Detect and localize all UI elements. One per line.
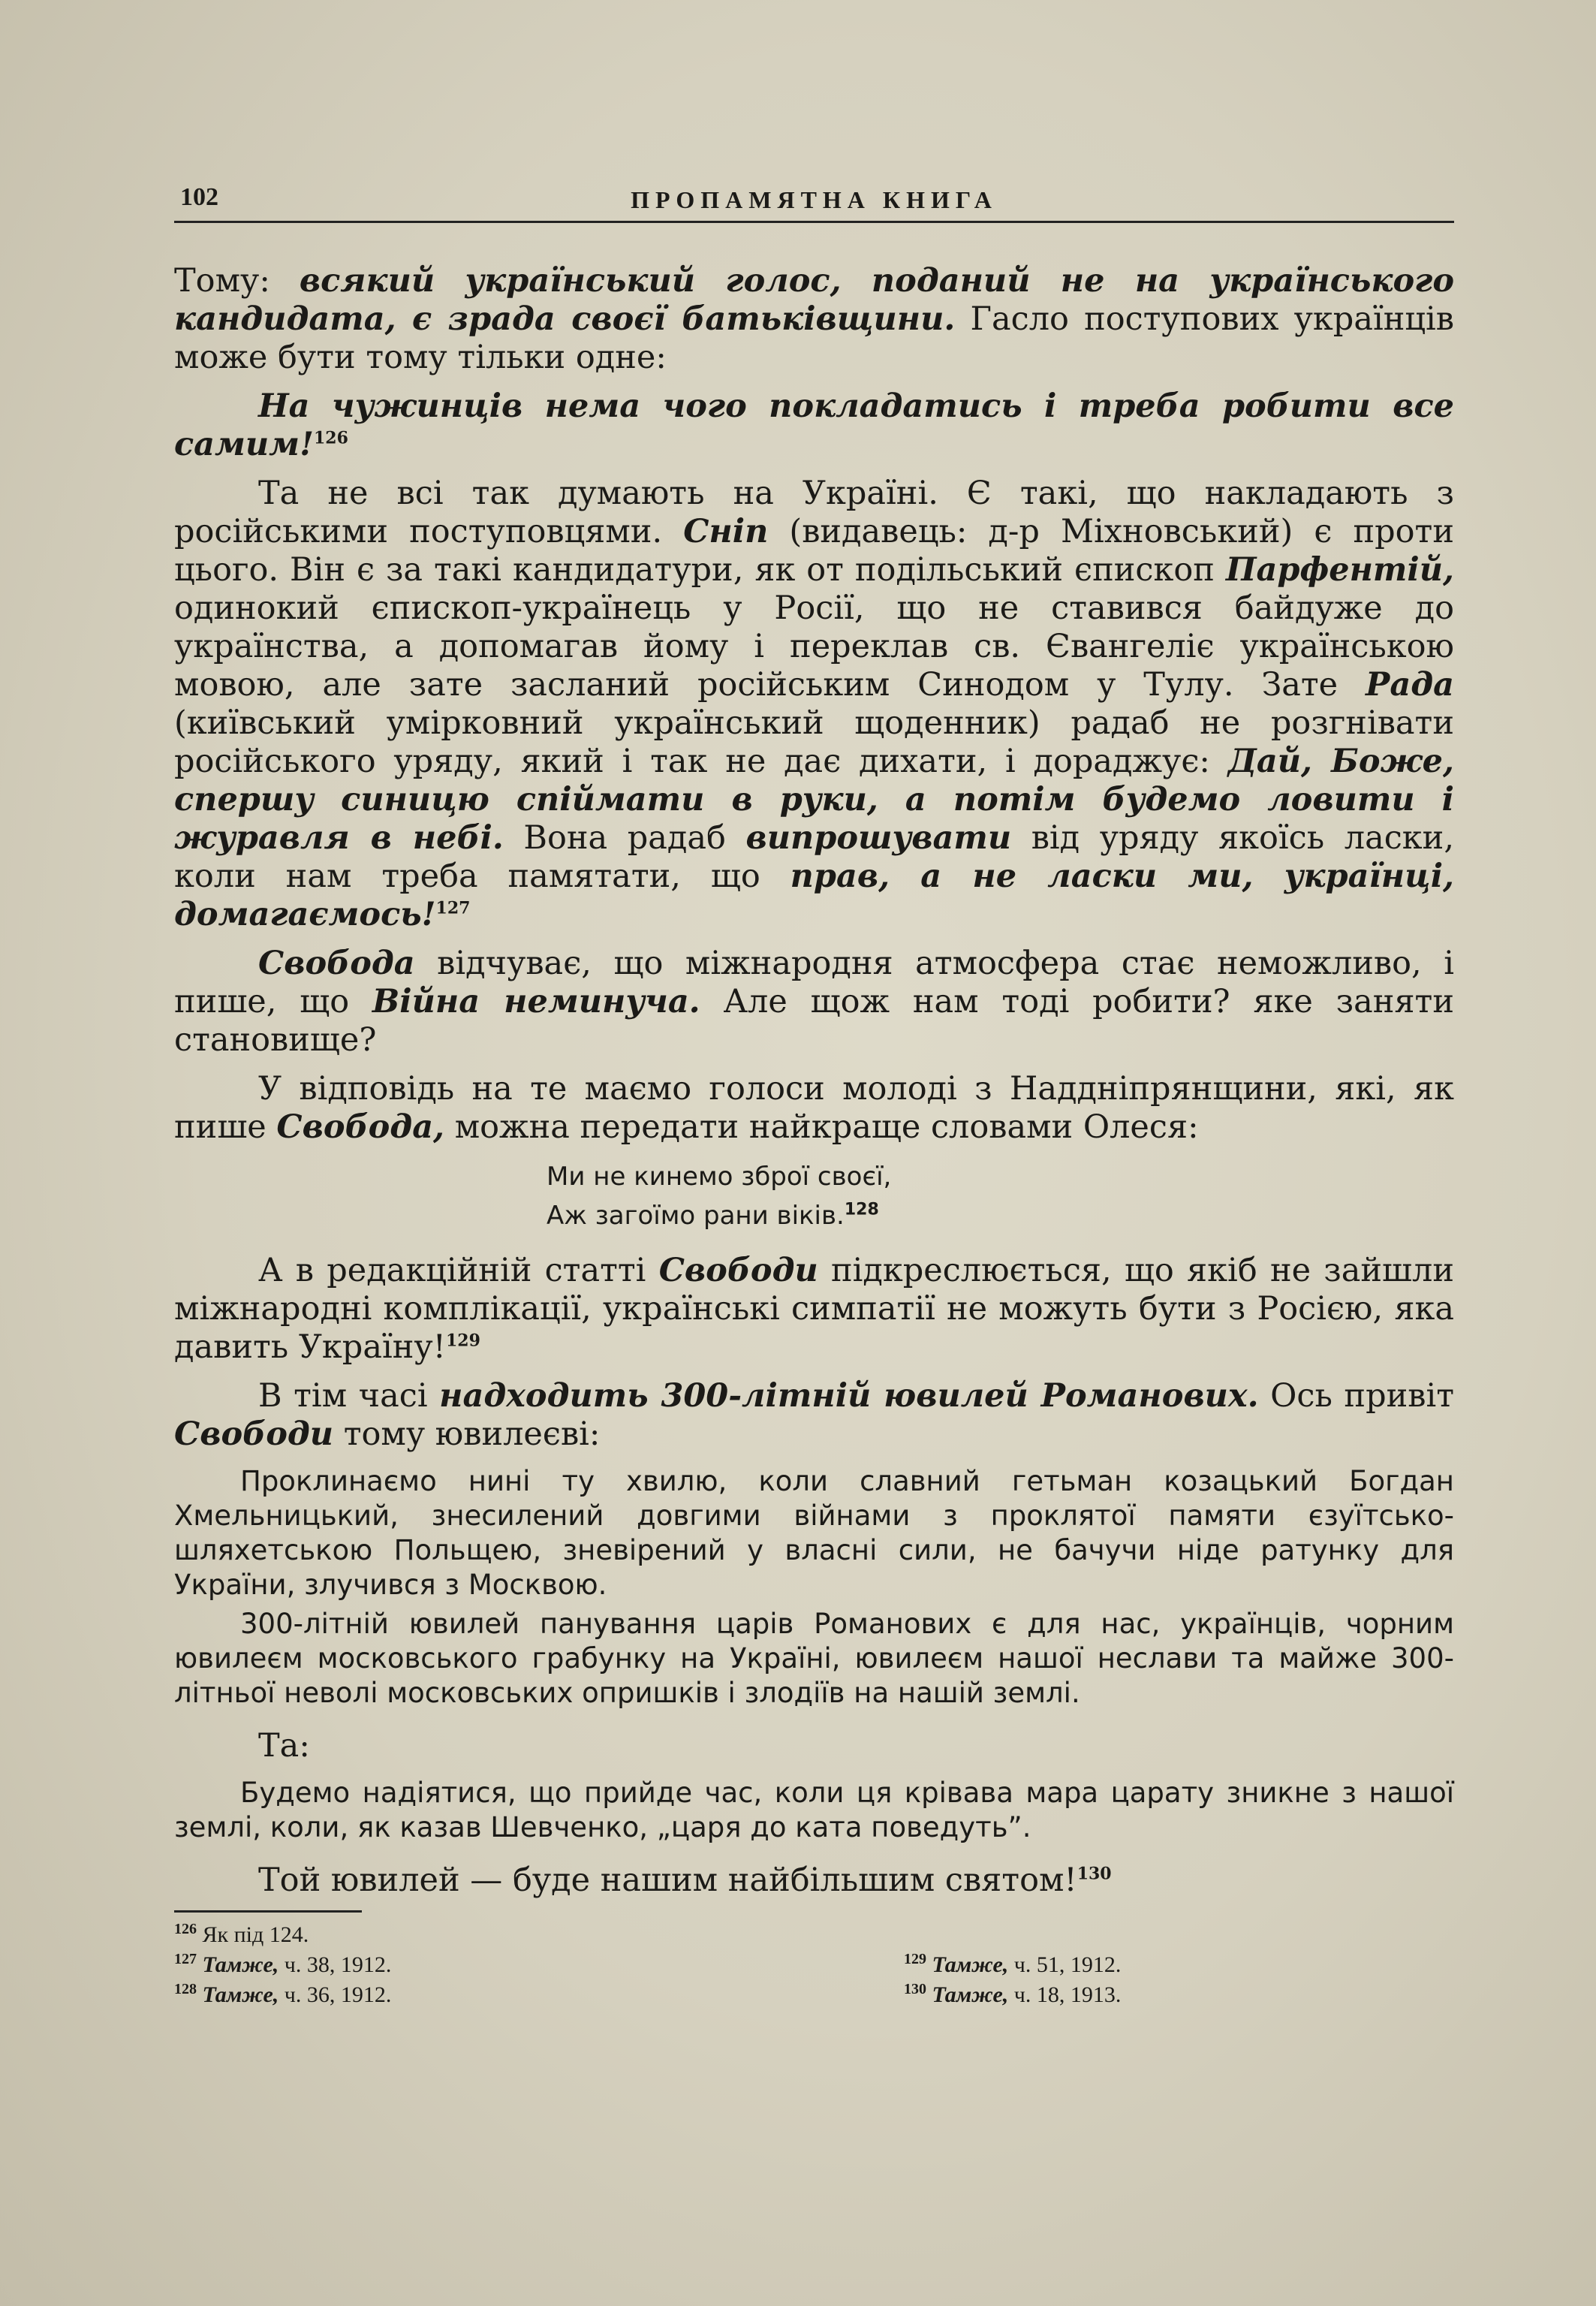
text-run: одинокий єпископ-українець у Росії, що не ставився байдуже до українства, а допомагав йому і переклав св. Євангеліє українською мовою, але зате засланий російським Синодом у Тулу. Зате bbox=[174, 589, 1454, 704]
poem-quote bbox=[547, 1157, 1454, 1235]
footnote-text: ч. 36, 1912. bbox=[279, 1982, 392, 2007]
footnotes-right-column bbox=[904, 1950, 1121, 2010]
footnote-ref: 127 bbox=[435, 898, 471, 918]
italic-run: прав, а не ласки ми, українці, домагаємось! bbox=[174, 858, 1455, 933]
poem-line bbox=[547, 1196, 1454, 1235]
text-run: Але щож нам тоді робити? яке заняти становище? bbox=[174, 983, 1454, 1059]
text-run: У відповідь на те маємо голоси молоді з Наддніпрянщини, які, як пише bbox=[174, 1070, 1454, 1146]
text-run: можна передати найкраще словами Олеся: bbox=[444, 1108, 1199, 1146]
italic-run: Війна неминуча. bbox=[372, 983, 700, 1020]
text-run: від уряду якоїсь ласки, коли нам треба памятати, що bbox=[174, 819, 1454, 895]
footnote bbox=[904, 1980, 1121, 2010]
italic-run: Дай, Боже, спершу синицю спіймати в руки, а потім будемо ловити і журавля в небі. bbox=[174, 743, 1454, 857]
paragraph-6 bbox=[174, 1252, 1454, 1367]
italic-run: На чужинців нема чого покладатись і треба робити все самим! bbox=[174, 387, 1454, 463]
italic-run: випрошувати bbox=[745, 819, 1012, 857]
italic-run: Свободи bbox=[174, 1415, 334, 1453]
italic-run: всякий український голос, поданий не на українського кандидата, є зрада своєї батьківщини. bbox=[174, 262, 1454, 338]
footnote bbox=[174, 1920, 391, 1950]
footnotes bbox=[174, 1920, 1454, 2025]
footnote-source: Тамже, bbox=[932, 1952, 1009, 1977]
page-number: 102 bbox=[180, 183, 218, 211]
text-run: підкреслюється, що якіб не зайшли міжнародні комплікації, українські симпатії не можуть бути з Росією, яка давить Україну! bbox=[174, 1252, 1454, 1366]
running-title: ПРОПАМЯТНА КНИГА bbox=[631, 186, 998, 213]
footnote bbox=[174, 1950, 391, 1980]
text-run: Той ювилей — буде нашим найбільшим святом! bbox=[258, 1861, 1077, 1899]
text-run: В тім часі bbox=[258, 1377, 440, 1415]
footnote-source: Тамже, bbox=[202, 1982, 279, 2007]
body-text bbox=[174, 262, 1454, 1900]
text-run: тому ювилеєві: bbox=[333, 1415, 601, 1453]
text-run: Вона радаб bbox=[503, 819, 746, 857]
text-run: (видавець: д-р Міхновський) є проти цього. Він є за такі кандидатури, як от подільський єпископ bbox=[174, 513, 1454, 589]
running-header bbox=[174, 174, 1454, 223]
footnote-source: Тамже, bbox=[932, 1982, 1009, 2007]
footnote bbox=[904, 1950, 1121, 1980]
italic-run: Рада bbox=[1366, 666, 1454, 704]
italic-run: Сніп bbox=[683, 513, 769, 550]
paragraph-1 bbox=[174, 262, 1454, 377]
footnote-rule bbox=[174, 1910, 362, 1913]
footnote-ref: 129 bbox=[445, 1331, 480, 1351]
page-content bbox=[174, 174, 1454, 2025]
italic-run: надходить 300-літній ювилей Романових. bbox=[439, 1377, 1259, 1415]
footnote-number: 128 bbox=[174, 1981, 197, 1997]
text-run: А в редакційній статті bbox=[258, 1252, 659, 1289]
footnote-ref: 130 bbox=[1077, 1864, 1112, 1884]
poem-line: Ми не кинемо зброї своєї, bbox=[547, 1162, 892, 1192]
italic-run: Свобода bbox=[258, 945, 415, 982]
block-quote-2 bbox=[174, 1776, 1454, 1845]
footnotes-left-column bbox=[174, 1920, 391, 2010]
footnote-text: ч. 51, 1912. bbox=[1008, 1952, 1122, 1977]
paragraph-2-motto bbox=[174, 387, 1454, 464]
text-run: Гасло поступових українців може бути тому тільки одне: bbox=[174, 300, 1454, 376]
paragraph-5 bbox=[174, 1070, 1454, 1147]
footnote-ref: 126 bbox=[313, 428, 348, 448]
text-run: відчуває, що міжнародня атмосфера стає неможливо, і пише, що bbox=[174, 945, 1454, 1020]
quote-paragraph: Будемо надіятися, що прийде час, коли ця крівава мара царату зникне з нашої землі, коли, як казав Шевченко, „царя до ката поведуть”. bbox=[174, 1777, 1454, 1843]
footnote-number: 126 bbox=[174, 1921, 197, 1937]
footnote-text: ч. 18, 1913. bbox=[1008, 1982, 1122, 2007]
paragraph-4 bbox=[174, 945, 1454, 1060]
quote-paragraph: Проклинаємо нині ту хвилю, коли славний гетьман козацький Богдан Хмельницький, знесилений довгими війнами з проклятої памяти єзуїтсько-шляхетською Польщею, зневірений у власні сили, не бачучи ніде ратунку для України, злучився з Москвою. bbox=[174, 1465, 1454, 1601]
footnote-ref: 128 bbox=[844, 1200, 879, 1219]
text-run: (київський умірковний український щоденник) радаб не розгнівати російського уряду, який і так не дає дихати, і дораджує: bbox=[174, 704, 1454, 780]
footnote-text: Як під 124. bbox=[202, 1922, 309, 1947]
block-quote-1 bbox=[174, 1464, 1454, 1711]
footnote-text: ч. 38, 1912. bbox=[279, 1952, 392, 1977]
footnote-number: 130 bbox=[904, 1981, 926, 1997]
text-run: Тому: bbox=[174, 262, 300, 300]
paragraph-9 bbox=[174, 1861, 1454, 1900]
footnote-number: 129 bbox=[904, 1951, 926, 1967]
text-run: Та не всі так думають на Україні. Є такі, що накладають з російськими поступовцями. bbox=[174, 475, 1454, 550]
italic-run: Свободи bbox=[658, 1252, 818, 1289]
paragraph-3 bbox=[174, 475, 1454, 934]
quote-paragraph: 300-літній ювилей панування царів Романових є для нас, українців, чорним ювилеєм московського грабунку на Україні, ювилеєм нашої неслави та майже 300-літньої неволі московських опришків і злодіїв на нашій землі. bbox=[174, 1608, 1454, 1709]
italic-run: Свобода, bbox=[276, 1108, 445, 1146]
footnote-source: Тамже, bbox=[202, 1952, 279, 1977]
italic-run: Парфентій, bbox=[1225, 551, 1454, 589]
paragraph-8: Та: bbox=[258, 1727, 310, 1765]
paragraph-7 bbox=[174, 1377, 1454, 1454]
poem-line-text: Аж загоїмо рани віків. bbox=[547, 1201, 845, 1231]
footnote bbox=[174, 1980, 391, 2010]
text-run: Ось привіт bbox=[1258, 1377, 1454, 1415]
footnote-number: 127 bbox=[174, 1951, 197, 1967]
